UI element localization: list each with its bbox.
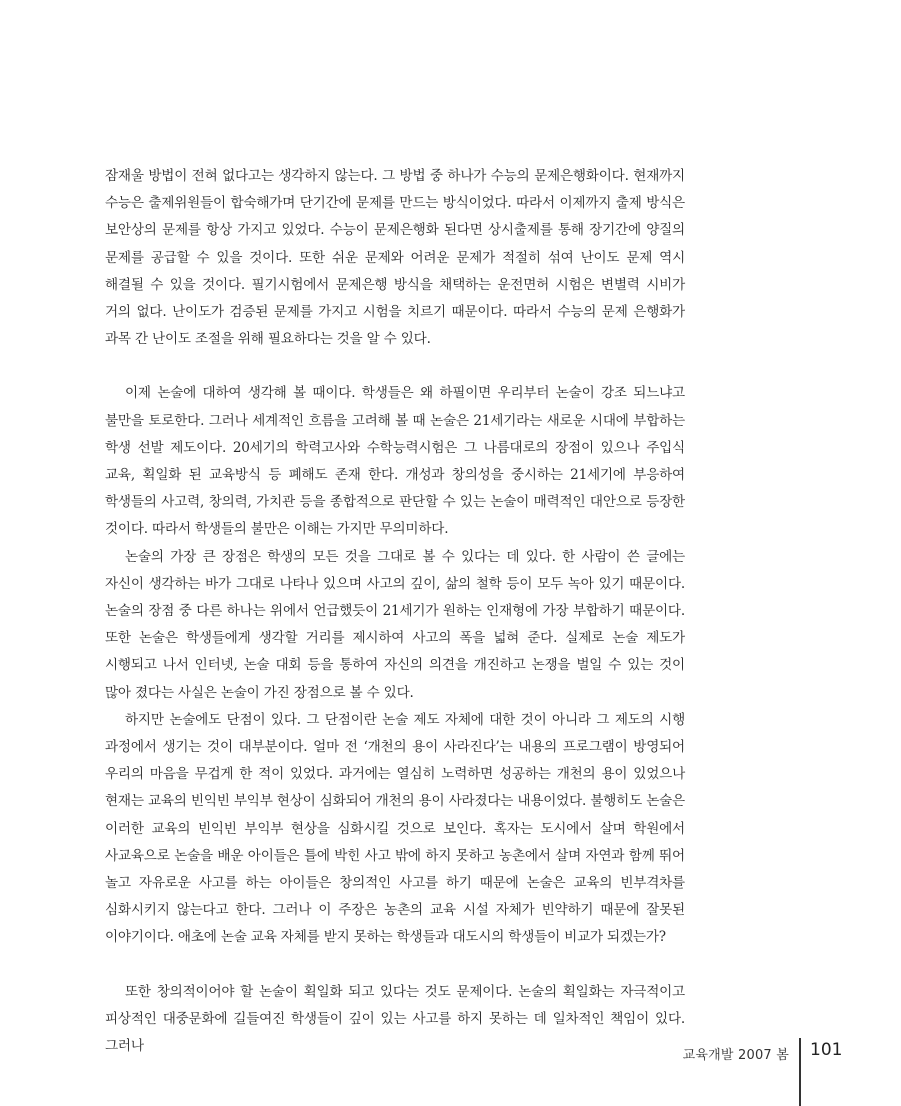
footer-publication: 교육개발 2007 봄 bbox=[682, 1048, 789, 1063]
paragraph-4: 하지만 논술에도 단점이 있다. 그 단점이란 논술 제도 자체에 대한 것이 아니라 그 제도의 시행 과정에서 생기는 것이 대부분이다. 얼마 전 ‘개천의 용이 사라진다’는 내용의 프로그램이 방영되어 우리의 마음을 무겁게 한 적이 있었다. 과거에는 열심히 노력하면 성공하는 개천의 용이 있었으나 현재는 교육의 빈익빈 부익부 현상이 심화되어 개천의 용이 사라졌다는 내용이었다. 불행히도 논술은 이러한 교육의 빈익빈 부익부 현상을 심화시킬 것으로 보인다. 혹자는 도시에서 살며 학원에서 사교육으로 논술을 배운 아이들은 틀에 박힌 사고 밖에 하지 못하고 농촌에서 살며 자연과 함께 뛰어 놀고 자유로운 사고를 하는 아이들은 창의적인 사고를 하기 때문에 논술은 교육의 빈부격차를 심화시키지 않는다고 한다. 그러나 이 주장은 농촌의 교육 시설 자체가 빈약하기 때문에 잘못된 이야기이다. 애초에 논술 교육 자체를 받지 못하는 학생들과 대도시의 학생들이 비교가 되겠는가? bbox=[105, 711, 685, 946]
footer-divider bbox=[799, 1038, 801, 1106]
paragraph-1: 잠재울 방법이 전혀 없다고는 생각하지 않는다. 그 방법 중 하나가 수능의 문제은행화이다. 현재까지 수능은 출제위원들이 합숙해가며 단기간에 문제를 만드는 방식이었다. 따라서 이제까지 출제 방식은 보안상의 문제를 항상 가지고 있었다. 수능이 문제은행화 된다면 상시출제를 통해 장기간에 양질의 문제를 공급할 수 있을 것이다. 또한 쉬운 문제와 어려운 문제가 적절히 섞여 난이도 문제 역시 해결될 수 있을 것이다. 필기시험에서 문제은행 방식을 채택하는 운전면허 시험은 변별력 시비가 거의 없다. 난이도가 검증된 문제를 가지고 시험을 치르기 때문이다. 따라서 수능의 문제 은행화가 과목 간 난이도 조절을 위해 필요하다는 것을 알 수 있다. bbox=[105, 168, 685, 348]
paragraph-3: 논술의 가장 큰 장점은 학생의 모든 것을 그대로 볼 수 있다는 데 있다. 한 사람이 쓴 글에는 자신이 생각하는 바가 그대로 나타나 있으며 사고의 깊이, 삶의 철학 등이 모두 녹아 있기 때문이다. 논술의 장점 중 다른 하나는 위에서 언급했듯이 21세기가 원하는 인재형에 가장 부합하기 때문이다. 또한 논술은 학생들에게 생각할 거리를 제시하여 사고의 폭을 넓혀 준다. 실제로 논술 제도가 시행되고 나서 인터넷, 논술 대회 등을 통하여 자신의 의견을 개진하고 논쟁을 벌일 수 있는 것이 많아 졌다는 사실은 논술이 가진 장점으로 볼 수 있다. bbox=[105, 548, 685, 701]
page-number: 101 bbox=[810, 1040, 843, 1060]
paragraph-2: 이제 논술에 대하여 생각해 볼 때이다. 학생들은 왜 하필이면 우리부터 논술이 강조 되느냐고 불만을 토로한다. 그러나 세계적인 흐름을 고려해 볼 때 논술은 21세기라는 새로운 시대에 부합하는 학생 선발 제도이다. 20세기의 학력고사와 수학능력시험은 그 나름대로의 장점이 있으나 주입식 교육, 획일화 된 교육방식 등 폐해도 존재 한다. 개성과 창의성을 중시하는 21세기에 부응하여 학생들의 사고력, 창의력, 가치관 등을 종합적으로 판단할 수 있는 논술이 매력적인 대안으로 등장한 것이다. 따라서 학생들의 불만은 이해는 가지만 무의미하다. bbox=[105, 385, 685, 538]
article-body bbox=[105, 163, 685, 1060]
paragraph-5: 또한 창의적이어야 할 논술이 획일화 되고 있다는 것도 문제이다. 논술의 획일화는 자극적이고 피상적인 대중문화에 길들여진 학생들이 깊이 있는 사고를 하지 못하는 데 일차적인 책임이 있다. 그러나 bbox=[105, 983, 685, 1055]
